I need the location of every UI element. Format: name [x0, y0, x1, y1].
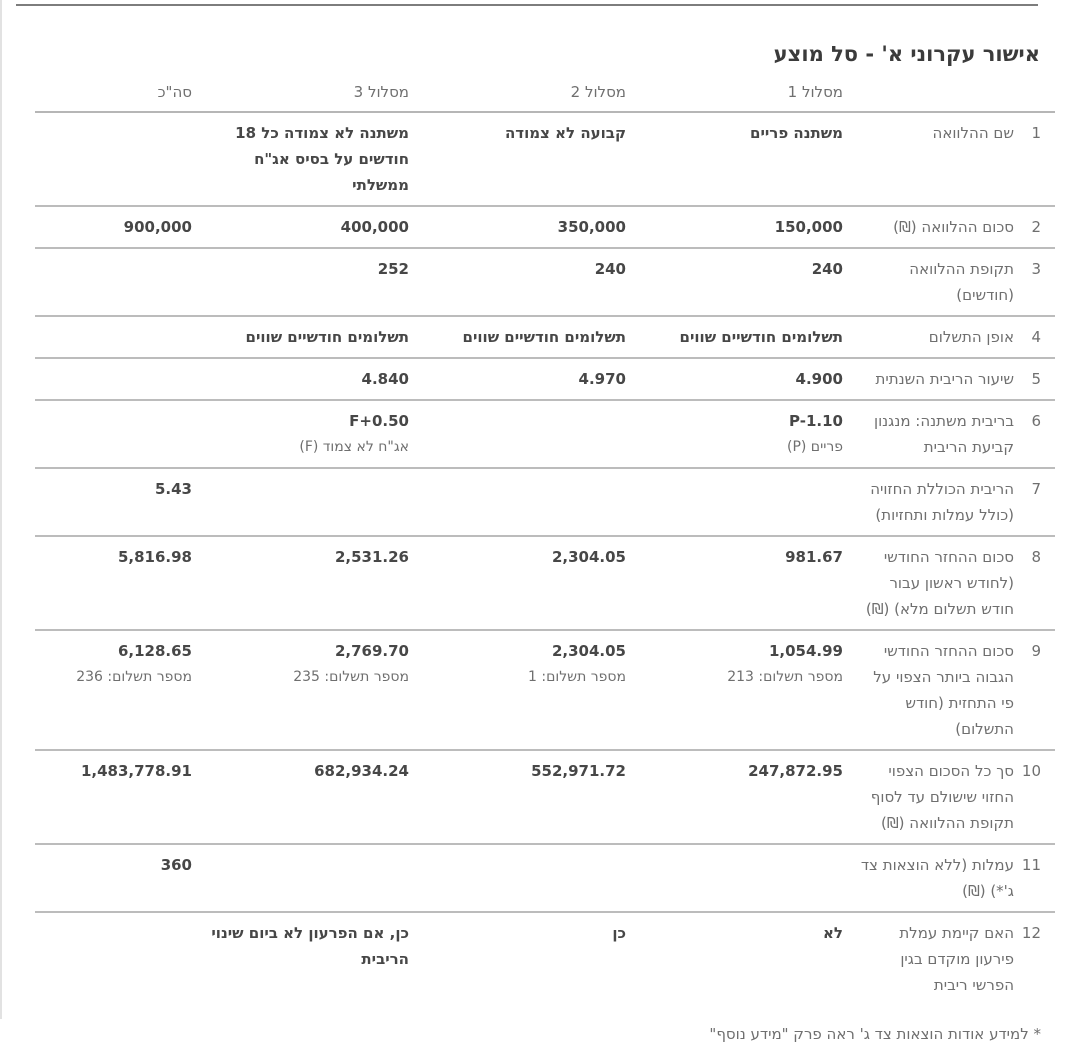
cell-value: F+0.50 — [349, 412, 409, 430]
table-row — [35, 401, 1055, 469]
table-row — [35, 537, 1055, 631]
cell-track-2 — [411, 537, 628, 629]
cell-value: תשלומים חודשיים שווים — [679, 328, 843, 346]
row-label — [845, 469, 1055, 535]
header-track-3: מסלול 3 — [353, 83, 409, 101]
row-number: 9 — [1031, 642, 1041, 660]
cell-track-3 — [194, 249, 411, 315]
cell-track-1 — [628, 845, 845, 911]
cell-track-1 — [628, 469, 845, 535]
cell-track-3 — [194, 751, 411, 843]
table-row — [35, 469, 1055, 537]
cell-track-1 — [628, 249, 845, 315]
cell-total — [35, 113, 194, 205]
cell-subtext: מספר תשלום: 235 — [293, 669, 409, 685]
cell-total — [35, 845, 194, 911]
row-number: 6 — [1031, 412, 1041, 430]
cell-track-3 — [194, 317, 411, 357]
cell-value: 4.840 — [361, 370, 409, 388]
header-total: סה"כ — [157, 83, 192, 101]
row-number: 2 — [1031, 218, 1041, 236]
page-left-edge-divider — [0, 0, 2, 1019]
cell-value: 900,000 — [123, 218, 192, 236]
cell-track-3 — [194, 469, 411, 535]
cell-value: 150,000 — [774, 218, 843, 236]
cell-track-1 — [628, 207, 845, 247]
cell-total — [35, 631, 194, 749]
table-row — [35, 845, 1055, 913]
cell-subtext: מספר תשלום: 236 — [76, 669, 192, 685]
table-row — [35, 359, 1055, 401]
cell-value: 2,304.05 — [551, 548, 626, 566]
cell-value: לא — [823, 924, 843, 942]
cell-track-1 — [628, 631, 845, 749]
cell-value: תשלומים חודשיים שווים — [245, 328, 409, 346]
row-number: 11 — [1021, 856, 1041, 874]
header-track-2: מסלול 2 — [570, 83, 626, 101]
cell-total — [35, 249, 194, 315]
row-label — [845, 317, 1055, 357]
cell-value: כן, אם הפרעון לא ביום שינוי הריבית — [211, 924, 409, 968]
cell-track-1 — [628, 913, 845, 1005]
cell-value: 981.67 — [785, 548, 843, 566]
table-header-row — [35, 78, 1055, 113]
row-label-text: סך כל הסכום הצפוי החזוי שישולם עד לסוף תקופת ההלוואה (₪) — [870, 762, 1014, 832]
cell-track-2 — [411, 113, 628, 205]
row-label — [845, 751, 1055, 843]
page-title: אישור עקרוני א' - סל מוצע — [773, 42, 1040, 66]
cell-track-2 — [411, 751, 628, 843]
cell-track-2 — [411, 207, 628, 247]
cell-value: 247,872.95 — [748, 762, 843, 780]
row-label — [845, 631, 1055, 749]
cell-track-3 — [194, 113, 411, 205]
cell-value: כן — [612, 924, 626, 942]
row-number: 3 — [1031, 260, 1041, 278]
row-label-text: סכום ההלוואה (₪) — [893, 218, 1014, 236]
cell-value: 350,000 — [557, 218, 626, 236]
cell-total — [35, 401, 194, 467]
cell-track-1 — [628, 401, 845, 467]
row-label — [845, 913, 1055, 1005]
cell-track-3 — [194, 537, 411, 629]
cell-track-2 — [411, 401, 628, 467]
table-row — [35, 249, 1055, 317]
table-row — [35, 751, 1055, 845]
row-label — [845, 113, 1055, 205]
row-number: 4 — [1031, 328, 1041, 346]
row-label — [845, 207, 1055, 247]
cell-total — [35, 913, 194, 1005]
cell-track-3 — [194, 207, 411, 247]
cell-track-3 — [194, 913, 411, 1005]
row-label-text: סכום ההחזר החודשי (לחודש ראשון עבור חודש תשלום מלא) (₪) — [865, 548, 1014, 618]
cell-track-2 — [411, 469, 628, 535]
cell-value: 5.43 — [154, 480, 192, 498]
row-label-text: האם קיימת עמלת פירעון מוקדם בגין הפרשי ריבית — [899, 924, 1014, 994]
cell-value: 1,054.99 — [768, 642, 843, 660]
cell-subtext: פריים (P) — [786, 439, 843, 455]
cell-total — [35, 359, 194, 399]
cell-track-2 — [411, 913, 628, 1005]
row-label-text: הריבית הכוללת החזויה (כולל עמלות ותחזיות) — [870, 480, 1014, 524]
row-label-text: בריבית משתנה: מנגנון קביעת הריבית — [873, 412, 1014, 456]
row-label-text: שם ההלוואה — [932, 124, 1014, 142]
cell-track-2 — [411, 249, 628, 315]
cell-total — [35, 469, 194, 535]
cell-value: 6,128.65 — [117, 642, 192, 660]
third-party-costs-footnote: * למידע אודות הוצאות צד ג' ראה פרק "מידע נוסף" — [709, 1025, 1041, 1043]
cell-total — [35, 537, 194, 629]
cell-track-1 — [628, 113, 845, 205]
table-row — [35, 913, 1055, 1005]
row-number: 12 — [1021, 924, 1041, 942]
row-label-text: תקופת ההלוואה (חודשים) — [909, 260, 1014, 304]
row-label — [845, 401, 1055, 467]
cell-value: P-1.10 — [789, 412, 843, 430]
header-track-1: מסלול 1 — [787, 83, 843, 101]
cell-track-1 — [628, 359, 845, 399]
cell-subtext: אג"ח לא צמוד (F) — [299, 439, 409, 455]
cell-subtext: מספר תשלום: 1 — [528, 669, 626, 685]
cell-total — [35, 207, 194, 247]
loan-tracks-table — [35, 78, 1055, 1005]
cell-track-2 — [411, 631, 628, 749]
table-row — [35, 207, 1055, 249]
cell-total — [35, 317, 194, 357]
cell-track-2 — [411, 845, 628, 911]
cell-value: 4.900 — [795, 370, 843, 388]
row-label-text: אופן התשלום — [928, 328, 1014, 346]
row-label-text: שיעור הריבית השנתית — [875, 370, 1014, 388]
row-number: 8 — [1031, 548, 1041, 566]
cell-value: 552,971.72 — [531, 762, 626, 780]
cell-value: 360 — [160, 856, 192, 874]
row-label — [845, 537, 1055, 629]
table-row — [35, 113, 1055, 207]
table-row — [35, 317, 1055, 359]
row-label — [845, 845, 1055, 911]
cell-track-1 — [628, 317, 845, 357]
cell-value: 2,531.26 — [334, 548, 409, 566]
row-number: 7 — [1031, 480, 1041, 498]
cell-value: 252 — [377, 260, 409, 278]
cell-value: 240 — [811, 260, 843, 278]
row-number: 5 — [1031, 370, 1041, 388]
cell-value: 5,816.98 — [117, 548, 192, 566]
row-number: 1 — [1031, 124, 1041, 142]
cell-value: 4.970 — [578, 370, 626, 388]
cell-track-3 — [194, 631, 411, 749]
row-label-text: סכום ההחזר החודשי הגבוה ביותר הצפוי על פי התחזית (חודש התשלום) — [873, 642, 1014, 738]
cell-value: 400,000 — [340, 218, 409, 236]
cell-value: 1,483,778.91 — [80, 762, 192, 780]
row-label — [845, 359, 1055, 399]
table-row — [35, 631, 1055, 751]
cell-value: קבועה לא צמודה — [505, 124, 626, 142]
cell-value: משתנה לא צמודה כל 18 חודשים על בסיס אג"ח ממשלתי — [235, 124, 409, 194]
cell-value: תשלומים חודשיים שווים — [462, 328, 626, 346]
row-number: 10 — [1021, 762, 1041, 780]
row-label-text: עמלות (ללא הוצאות צד ג'*) (₪) — [860, 856, 1014, 900]
cell-track-3 — [194, 845, 411, 911]
cell-subtext: מספר תשלום: 213 — [727, 669, 843, 685]
cell-track-1 — [628, 537, 845, 629]
cell-total — [35, 751, 194, 843]
cell-value: 682,934.24 — [314, 762, 409, 780]
cell-track-1 — [628, 751, 845, 843]
cell-value: משתנה פריים — [750, 124, 843, 142]
cell-track-2 — [411, 317, 628, 357]
cell-value: 2,304.05 — [551, 642, 626, 660]
cell-value: 240 — [594, 260, 626, 278]
cell-track-3 — [194, 401, 411, 467]
cell-track-2 — [411, 359, 628, 399]
row-label — [845, 249, 1055, 315]
approval-section — [35, 0, 1055, 1043]
top-divider — [16, 4, 1038, 6]
cell-value: 2,769.70 — [334, 642, 409, 660]
header-label-col — [845, 78, 1055, 111]
cell-track-3 — [194, 359, 411, 399]
